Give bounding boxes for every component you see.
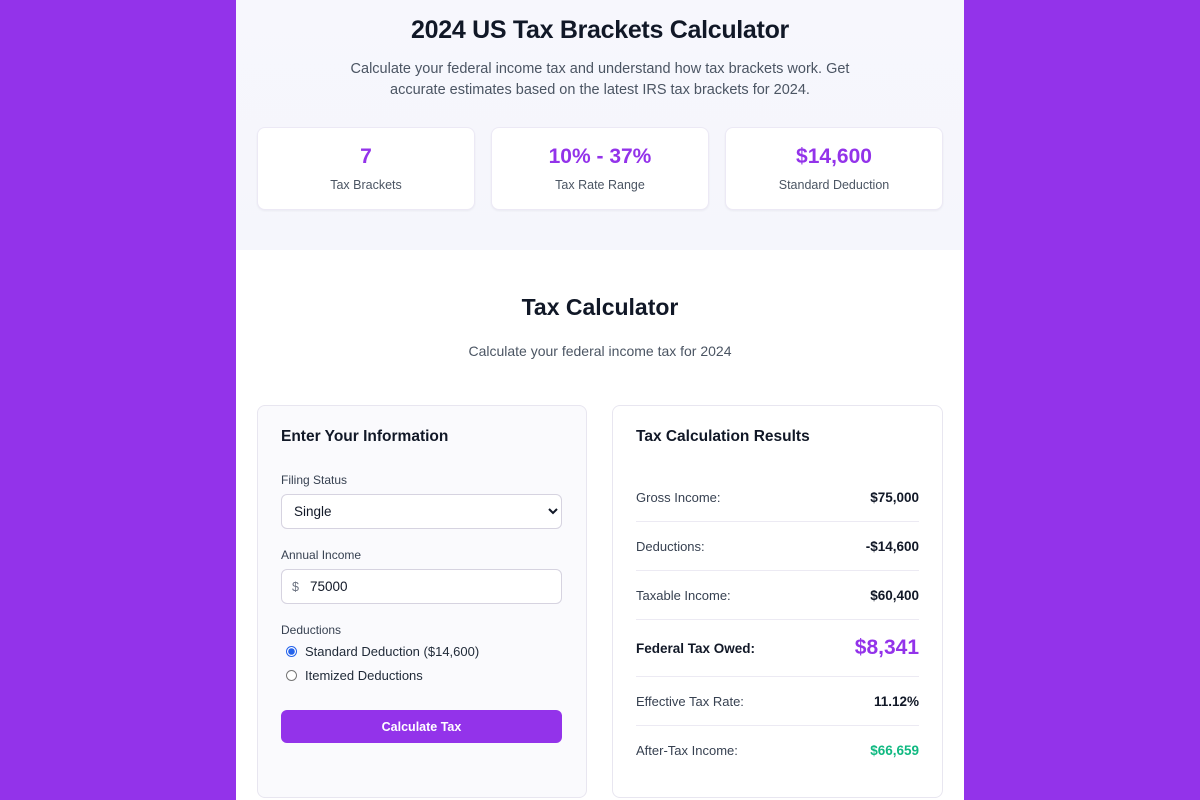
result-value: $66,659 xyxy=(870,743,919,758)
hero-section xyxy=(236,0,964,250)
stat-value: 10% - 37% xyxy=(548,145,652,168)
calculate-tax-button[interactable]: Calculate Tax xyxy=(281,710,562,743)
calculator-section xyxy=(236,250,964,798)
result-label: After-Tax Income: xyxy=(636,743,738,758)
annual-income-input[interactable] xyxy=(308,578,538,595)
stat-card-tax-brackets xyxy=(257,127,475,210)
standard-deduction-radio[interactable] xyxy=(286,646,297,657)
result-value: $8,341 xyxy=(854,636,919,659)
stat-label: Standard Deduction xyxy=(778,178,890,192)
stat-value: $14,600 xyxy=(796,145,872,168)
deduction-option-itemized[interactable] xyxy=(281,668,563,683)
result-row-gross-income xyxy=(636,473,919,522)
page-content xyxy=(236,0,964,800)
annual-income-label: Annual Income xyxy=(281,548,362,562)
stat-value: 7 xyxy=(360,145,372,168)
page-title: 2024 US Tax Brackets Calculator xyxy=(411,16,789,44)
itemized-deduction-radio[interactable] xyxy=(286,670,297,681)
itemized-deduction-label: Itemized Deductions xyxy=(305,668,423,683)
filing-status-label: Filing Status xyxy=(281,473,348,487)
results-panel xyxy=(612,405,943,798)
deductions-label: Deductions xyxy=(281,623,342,637)
stats-row xyxy=(254,127,946,210)
calculator-subtitle: Calculate your federal income tax for 2024 xyxy=(468,343,732,359)
result-row-effective-tax-rate xyxy=(636,677,919,726)
result-row-after-tax-income xyxy=(636,726,919,775)
result-row-deductions xyxy=(636,522,919,571)
result-label: Deductions: xyxy=(636,538,705,554)
result-label: Gross Income: xyxy=(636,489,721,505)
input-panel-title: Enter Your Information xyxy=(281,428,449,445)
result-label: Federal Tax Owed: xyxy=(636,640,756,656)
result-value: $75,000 xyxy=(870,489,919,505)
result-value: 11.12% xyxy=(873,693,919,709)
calculator-panels xyxy=(254,405,946,798)
annual-income-field[interactable] xyxy=(281,569,562,604)
result-value: $60,400 xyxy=(870,587,919,603)
result-label: Taxable Income: xyxy=(636,587,731,603)
stat-card-standard-deduction xyxy=(725,127,943,210)
results-panel-title: Tax Calculation Results xyxy=(636,428,810,445)
dollar-sign-icon: $ xyxy=(292,579,299,594)
stat-label: Tax Rate Range xyxy=(555,178,645,192)
stat-label: Tax Brackets xyxy=(330,178,402,192)
stat-card-tax-rate-range xyxy=(491,127,709,210)
standard-deduction-label: Standard Deduction ($14,600) xyxy=(305,644,480,659)
filing-status-select[interactable] xyxy=(281,494,562,529)
result-row-taxable-income xyxy=(636,571,919,620)
deduction-option-standard[interactable] xyxy=(281,644,563,659)
page-subtitle: Calculate your federal income tax and understand how tax brackets work. Get accurate estimates based on the latest IRS tax brackets for 2024. xyxy=(350,61,850,98)
result-value: -$14,600 xyxy=(865,538,919,554)
input-panel xyxy=(257,405,587,798)
result-row-federal-tax-owed xyxy=(636,620,919,677)
calculator-title: Tax Calculator xyxy=(521,294,679,320)
result-label: Effective Tax Rate: xyxy=(636,693,744,709)
